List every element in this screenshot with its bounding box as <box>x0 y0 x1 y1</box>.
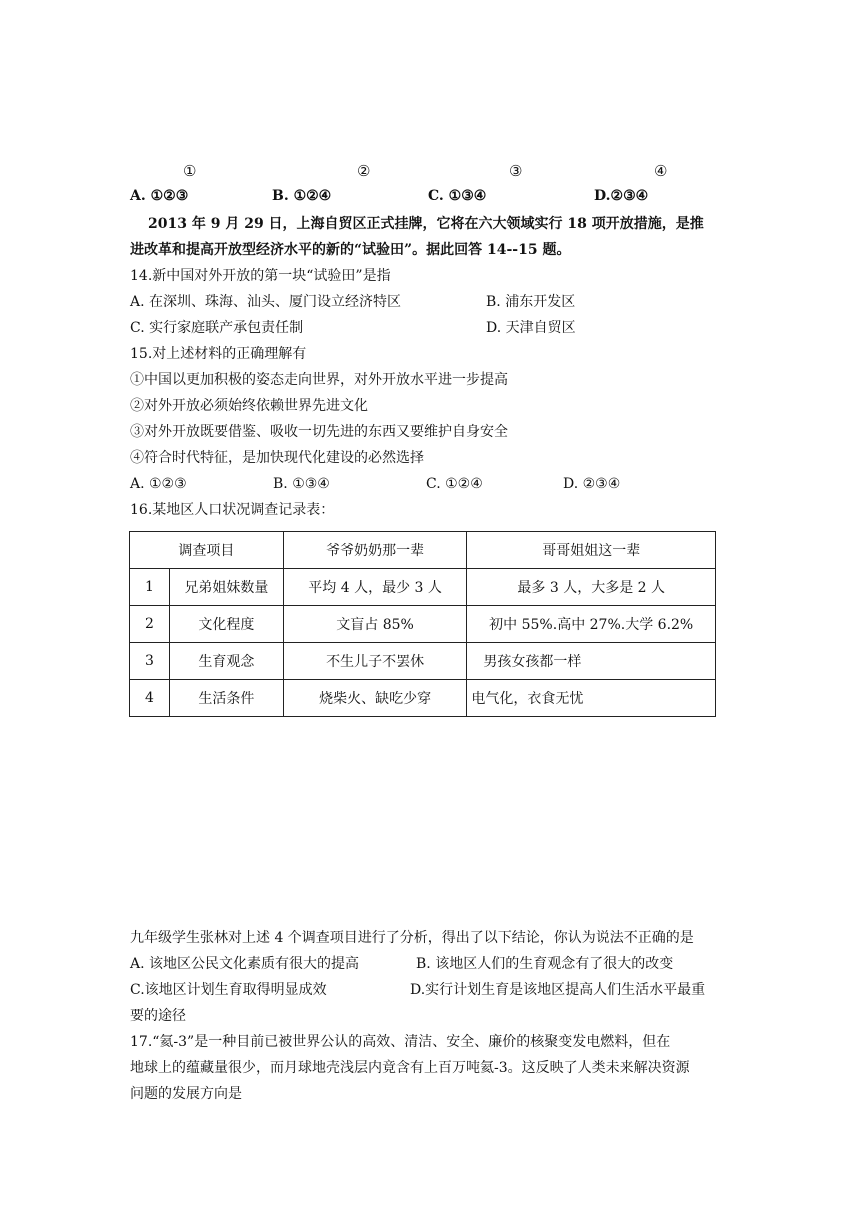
q14-stem: 14.新中国对外开放的第一块“试验田”是指 <box>130 268 391 284</box>
marker-3: ③ <box>509 162 523 180</box>
q16-stem: 16.某地区人口状况调查记录表： <box>130 502 335 518</box>
q16-option-b: B. 该地区人们的生育观念有了很大的改变 <box>416 956 674 972</box>
header-siblings: 哥哥姐姐这一辈 <box>467 532 716 569</box>
q15-stem: 15.对上述材料的正确理解有 <box>130 346 307 362</box>
row-item: 兄弟姐妹数量 <box>169 569 283 606</box>
row-item: 生活条件 <box>169 680 283 717</box>
material-line-1: 2013 年 9 月 29 日，上海自贸区正式挂牌，它将在六大领域实行 18 项开放措施，是推 <box>148 216 704 232</box>
q13-option-d: D.②③④ <box>594 188 649 204</box>
q15-item-1: ①中国以更加积极的姿态走向世界，对外开放水平进一步提高 <box>130 372 508 388</box>
q17-line-3: 问题的发展方向是 <box>130 1086 242 1102</box>
row-siblings: 电气化，衣食无忧 <box>467 680 716 717</box>
q15-item-4: ④符合时代特征，是加快现代化建设的必然选择 <box>130 450 424 466</box>
q14-option-b: B. 浦东开发区 <box>486 294 576 310</box>
q16-option-a: A. 该地区公民文化素质有很大的提高 <box>130 956 360 972</box>
row-siblings: 男孩女孩都一样 <box>467 643 716 680</box>
table-header-row <box>130 532 716 569</box>
q14-option-d: D. 天津自贸区 <box>486 320 576 336</box>
q15-option-b: B. ①③④ <box>273 476 330 492</box>
q13-option-a: A. ①②③ <box>130 188 189 204</box>
table-row <box>130 680 716 717</box>
row-item: 文化程度 <box>169 606 283 643</box>
row-grandparents: 平均 4 人，最少 3 人 <box>283 569 467 606</box>
q17-line-1: 17.“氦-3”是一种目前已被世界公认的高效、清洁、安全、廉价的核聚变发电燃料，但在 <box>130 1034 671 1050</box>
q15-item-2: ②对外开放必须始终依赖世界先进文化 <box>130 398 368 414</box>
material-line-2: 进改革和提高开放型经济水平的新的“试验田”。据此回答 14--15 题。 <box>130 242 571 258</box>
q17-line-2: 地球上的蕴藏量很少，而月球地壳浅层内竟含有上百万吨氦-3。这反映了人类未来解决资源 <box>130 1060 690 1076</box>
q13-option-b: B. ①②④ <box>272 188 332 204</box>
row-index: 3 <box>130 643 170 680</box>
q16-option-d-cont: 要的途径 <box>130 1008 186 1024</box>
q14-option-c: C. 实行家庭联产承包责任制 <box>130 320 304 336</box>
row-index: 4 <box>130 680 170 717</box>
row-grandparents: 不生儿子不罢休 <box>283 643 467 680</box>
q15-item-3: ③对外开放既要借鉴、吸收一切先进的东西又要维护自身安全 <box>130 424 508 440</box>
q16-option-c: C.该地区计划生育取得明显成效 <box>130 982 327 998</box>
q16-option-d: D.实行计划生育是该地区提高人们生活水平最重 <box>410 982 706 998</box>
marker-2: ② <box>357 162 371 180</box>
marker-1: ① <box>183 162 197 180</box>
table-row <box>130 569 716 606</box>
table-row <box>130 643 716 680</box>
row-index: 1 <box>130 569 170 606</box>
marker-4: ④ <box>654 162 668 180</box>
q15-option-c: C. ①②④ <box>426 476 483 492</box>
row-grandparents: 烧柴火、缺吃少穿 <box>283 680 467 717</box>
q15-option-d: D. ②③④ <box>563 476 621 492</box>
q15-option-a: A. ①②③ <box>130 476 187 492</box>
q16-conclusion: 九年级学生张林对上述 4 个调查项目进行了分析，得出了以下结论，你认为说法不正确的是 <box>130 930 694 946</box>
row-siblings: 最多 3 人，大多是 2 人 <box>467 569 716 606</box>
survey-table <box>129 531 716 569</box>
row-siblings: 初中 55%.高中 27%.大学 6.2% <box>467 606 716 643</box>
header-grandparents: 爷爷奶奶那一辈 <box>283 532 467 569</box>
q13-option-c: C. ①③④ <box>428 188 487 204</box>
table-row <box>130 606 716 643</box>
row-item: 生育观念 <box>169 643 283 680</box>
row-index: 2 <box>130 606 170 643</box>
q14-option-a: A. 在深圳、珠海、汕头、厦门设立经济特区 <box>130 294 402 310</box>
row-grandparents: 文盲占 85% <box>283 606 467 643</box>
header-survey-item: 调查项目 <box>130 532 284 569</box>
survey-table-body <box>129 568 716 717</box>
